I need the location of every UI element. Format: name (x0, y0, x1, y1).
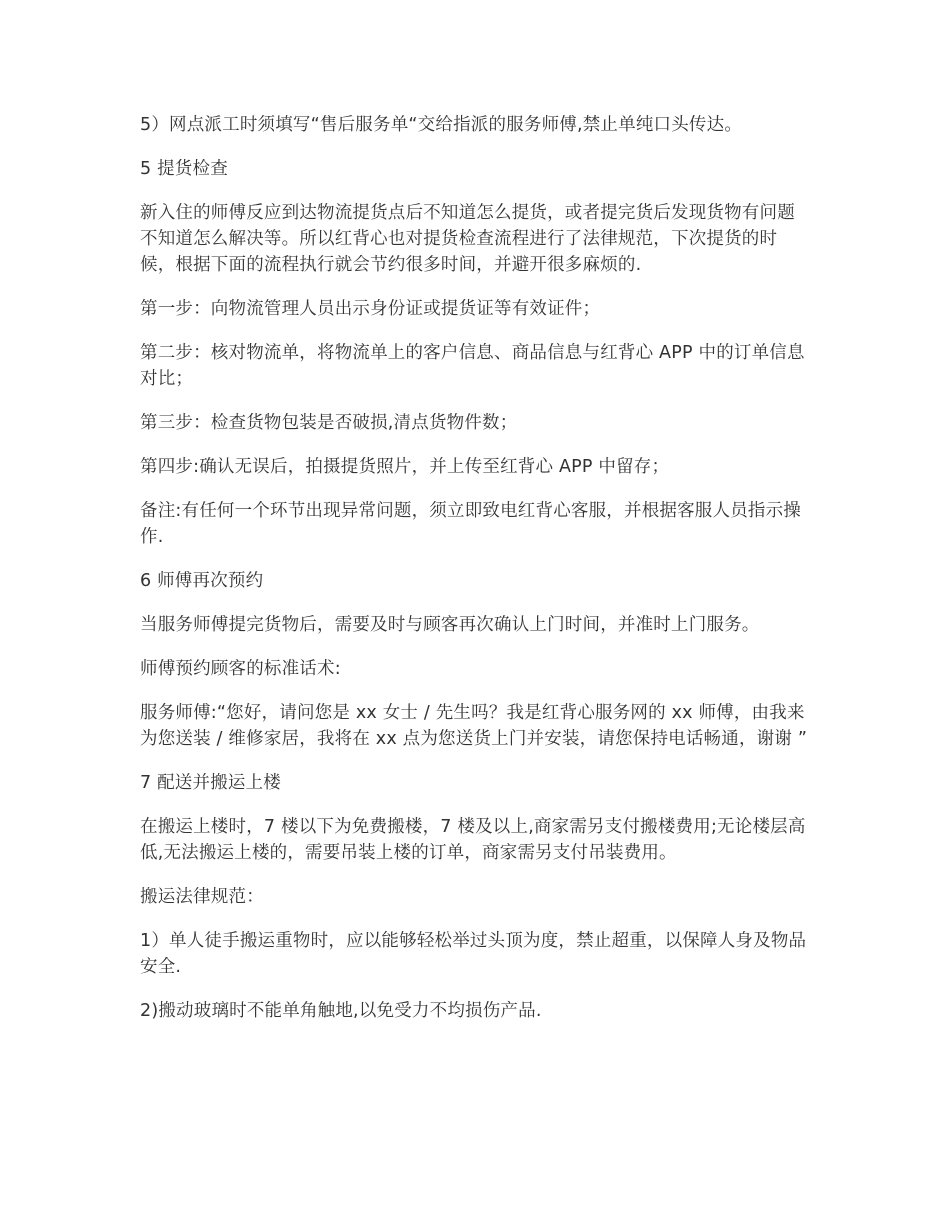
heading-delivery: 7 配送并搬运上楼 (140, 773, 281, 793)
paragraph-step-1: 第一步：向物流管理人员出示身份证或提货证等有效证件； (140, 299, 601, 319)
paragraph-reappointment: 当服务师傅提完货物后，需要及时与顾客再次确认上门时间，并准时上门服务。 (140, 615, 760, 635)
paragraph-pickup-intro: 新入住的师傅反应到达物流提货点后不知道怎么提货，或者提完货后发现货物有问题不知道怎么解决等。所以红背心也对提货检查流程进行了法律规范，下次提货的时候，根据下面的流程执行就会节约很多时间，并避开很多麻烦的. (140, 203, 795, 275)
paragraph-dispatch-rule: 5）网点派工时须填写“售后服务单“交给指派的服务师傅,禁止单纯口头传达。 (140, 115, 743, 135)
paragraph-delivery-fees: 在搬运上楼时，7 楼以下为免费搬楼，7 楼及以上,商家需另支付搬楼费用;无论楼层高低,无法搬运上楼的，需要吊装上楼的订单，商家需另支付吊装费用。 (140, 817, 806, 863)
paragraph-step-2: 第二步：核对物流单，将物流单上的客户信息、商品信息与红背心 APP 中的订单信息对比； (140, 343, 805, 389)
paragraph-note: 备注:有任何一个环节出现异常问题，须立即致电红背心客服，并根据客服人员指示操作. (140, 501, 801, 547)
paragraph-step-3: 第三步：检查货物包装是否破损,清点货物件数； (140, 413, 518, 433)
paragraph-script-label: 师傅预约顾客的标准话术: (140, 659, 341, 679)
document-body (140, 112, 812, 1042)
heading-reappointment: 6 师傅再次预约 (140, 571, 264, 591)
paragraph-script: 服务师傅:“您好，请问您是 xx 女士 / 先生吗？我是红背心服务网的 xx 师傅，由我来为您送装 / 维修家居，我将在 xx 点为您送货上门并安装，请您保持电话畅通，谢谢 ” (140, 703, 808, 749)
paragraph-handling-label: 搬运法律规范： (140, 887, 264, 907)
paragraph-handling-rule-2: 2)搬动玻璃时不能单角触地,以免受力不均损伤产品. (140, 1001, 542, 1021)
heading-pickup-inspection: 5 提货检查 (140, 159, 228, 179)
paragraph-handling-rule-1: 1）单人徒手搬运重物时，应以能够轻松举过头顶为度，禁止超重，以保障人身及物品安全. (140, 931, 807, 977)
paragraph-step-4: 第四步:确认无误后，拍摄提货照片，并上传至红背心 APP 中留存； (140, 457, 670, 477)
